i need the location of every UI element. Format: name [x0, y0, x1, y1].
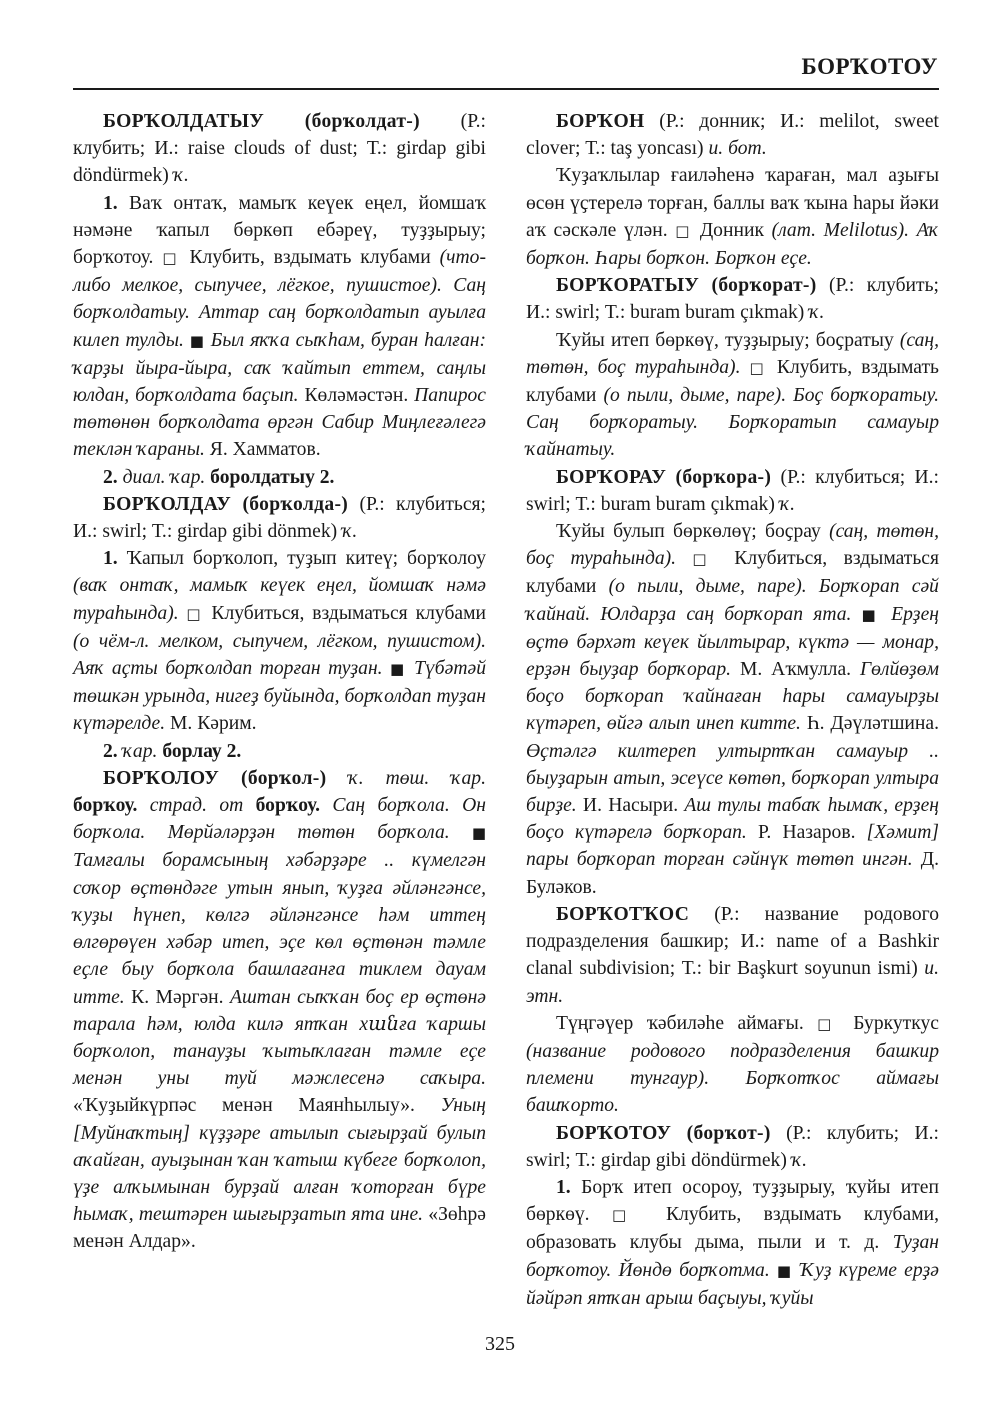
page-number: 325 [485, 1333, 515, 1355]
quote-author: Р. Назаров. [746, 822, 867, 844]
sense-1 [73, 545, 486, 737]
quote-author: Я. Хамматов. [204, 439, 321, 461]
examples: (лат. Melilotus). Аҡ борҡон. Һары борҡон. Борҡон еҫе. [526, 219, 939, 270]
definition-paragraph [526, 518, 939, 901]
filled-square-icon: ■ [851, 605, 892, 624]
open-square-icon: □ [740, 358, 777, 377]
entry-borqoldatyu [73, 108, 486, 190]
quote: Аштан сыҡҡан боҫ ер өҫтөнә тарала һәм, юлда килә ятҡан хանға ҡаршы борҡолоп, танауҙы ҡытыҡлаған тәмле еҫе менән уны туй мәжлесенә саҡыра. [73, 986, 486, 1090]
stem: (борҡолдат-) [304, 111, 420, 132]
quote-author: М. Аҡмулла. [731, 659, 860, 681]
translations: (Р.: клубить; И.: raise clouds of dust; Т.: girdap gibi döndürmek) [73, 111, 486, 187]
examples: (о пыли, дыме, паре). Боҫ борҡоратыу. Саң борҡоратыу. Борҡоратып самауыр ҡайнатыу. [526, 385, 939, 461]
quote-author: Һ. Дәүләтшина. [800, 713, 939, 735]
usage-note: (саң, төтөн, боҫ тураһында). [526, 329, 939, 378]
entry-borqoldau [73, 491, 486, 545]
right-column [526, 108, 939, 1312]
quote-author: К. Мәргән. [124, 986, 230, 1008]
examples: (что-либо мелкое, сыпучее, лёгкое, пушистое). Саң борҡолдатыу. Аттар саң борҡолдатып ауылға килеп тулды. [73, 247, 486, 351]
quote-author: «Ҡуҙыйкүрпәс менән Маянһылыу». [73, 1095, 441, 1117]
part-of-speech: ҡ. [173, 165, 189, 187]
quote-author: Д. Буләков. [526, 849, 939, 898]
examples: (о пыли, дыме, паре). Борҡорап сәй ҡайнай. Юлдарҙа саң борҡорап ята. [526, 576, 939, 625]
quote: Ерҙең өҫтө бәрхәт кеүек йылтырар, күктә — монар, ерҙән быуҙар борҡорар. [526, 603, 939, 681]
cross-reference: борҡоу. [73, 795, 138, 817]
definition: Ҡапыл борҡолоп, туҙып китеү; борҡолоу [117, 548, 486, 570]
open-square-icon: □ [178, 604, 212, 623]
definition-paragraph [526, 1010, 939, 1120]
filled-square-icon: ■ [382, 660, 415, 679]
entry-borqolou [73, 765, 486, 1256]
quote: Уның [Муйнаҡтың] күҙҙәре атылып сығырҙай булып аҡайған, ауыҙынан ҡан ҡатыш күбеге борҡолоп, үҙе алҡымынан бурҙай алған ҡоторған бүре һымаҡ, тештәрен шығырҙатып ята ине. [73, 1095, 486, 1226]
headword: БОРҠОТОУ [556, 1122, 672, 1144]
headword: БОРҠОН [556, 111, 645, 132]
left-column [73, 108, 486, 1256]
translations: (Р.: клубиться; И.: swirl; Т.: girdap gibi dönmek) [73, 493, 486, 543]
quote-author: М. Кәрим. [165, 713, 257, 735]
part-of-speech: и. этн. [526, 958, 939, 1007]
quote-author: И. Насыри. [576, 795, 685, 817]
definition: Ҡуйы итеп бөркөү, туҙҙырыу; боҫратыу [556, 329, 900, 351]
entry-borqoratyu [526, 272, 939, 326]
sense-number: 2. [103, 466, 118, 488]
quote-author: «Зөһрә менән Алдар». [73, 1204, 486, 1253]
russian-definition: Клубиться, вздыматься клубами [211, 602, 486, 624]
sense-number: 1. [103, 192, 118, 214]
filled-square-icon: ■ [183, 331, 211, 350]
russian-definition: Клубить, вздымать клубами, образовать клубы дыма, пыли и т. д. [526, 1204, 939, 1254]
quote: Тамғалы борамсының хәбәрҙәре .. күмелгән соҡор өҫтөндәге утын янып, ҡуҙға әйләнгәнсе, ҡуҙы һүнеп, көлгә әйләнгәнсе һәм иттең өлгөрөүен хәбәр итеп, эҫе көл өҫтөнән тәмле еҫле быу борҡола башлағанға тиклем дауам итте. [73, 850, 486, 1008]
examples: (название родового подразделения башкир племени тунгаур). Борҡотҡос аймағы башҡорто. [526, 1040, 939, 1117]
open-square-icon: □ [676, 550, 735, 569]
translations: (Р.: донник; И.: melilot, sweet clover; Т.: taş yoncası) [526, 111, 939, 160]
usage-label: ҡар. [117, 740, 158, 762]
sense-2 [73, 464, 486, 491]
translations: (Р.: клубить; И.: swirl; Т.: buram buram çıkmak) [526, 275, 939, 324]
headword: БОРҠОЛОУ [103, 767, 220, 789]
part-of-speech: и. бот. [708, 138, 767, 160]
part-of-speech: ҡ. [791, 1149, 808, 1171]
open-square-icon: □ [162, 249, 181, 268]
translations: (Р.: клубиться; И.: swirl; Т.: buram buram çıkmak) [526, 466, 939, 515]
open-square-icon: □ [675, 221, 693, 240]
headword: БОРҠОТҠОС [556, 903, 690, 925]
sense-number: 1. [556, 1176, 571, 1198]
part-of-speech: ҡ. төш. ҡар. [326, 767, 486, 789]
cross-reference: борлау 2. [157, 740, 242, 762]
filled-square-icon: ■ [449, 824, 486, 843]
quote: Түбәтәй төшкән урында, нигеҙ буйында, борҡолдап туҙан күтәрелде. [73, 658, 486, 735]
translations: (Р.: клубить; И.: swirl; Т.: girdap gibi döndürmek) [526, 1122, 939, 1171]
definition: Ҡуҙаҡлылар ғаиләһенә ҡараған, мал аҙығы өсөн үҫтерелә торған, баллы ваҡ ҡына һары йәки аҡ сәскәле үлән. [526, 165, 939, 241]
translations: (Р.: название родового подразделения башкир; И.: name of a Bashkir clanal subdivision; Т.: bir Başkurt soyunun ismi) [526, 903, 939, 980]
stem: (борҡол-) [241, 767, 327, 789]
quote: Аш тулы табаҡ һымаҡ, ерҙең боҫо күтәрелә борҡорап. [526, 795, 939, 844]
russian-label: страд. от [137, 795, 256, 817]
running-head: БОРҠОТОУ [801, 54, 938, 79]
sense-2 [73, 738, 486, 765]
open-square-icon: □ [611, 1206, 644, 1225]
russian-definition: Клубить, вздымать клубами [180, 247, 440, 269]
entry-borqon [526, 108, 939, 162]
part-of-speech: ҡ. [342, 521, 358, 543]
usage-label: диал. ҡар. [117, 466, 206, 488]
stem: (борҡорат-) [711, 275, 817, 297]
stem: (борҡолда-) [242, 493, 349, 515]
cross-reference: борҡоу. [255, 795, 321, 817]
entry-borqotou [526, 1120, 939, 1174]
quote: Гөлйөҙөм боҫо борҡорап ҡайнаған һары самауырҙы күтәреп, өйгә алып инеп китте. [526, 659, 939, 735]
part-of-speech: ҡ. [779, 493, 796, 515]
headword: БОРҠОРАУ [556, 466, 667, 488]
examples: Саң борҡола. Он борҡола. Мөрйәләрҙән төтөн борҡола. [73, 795, 486, 844]
russian-definition: Клубить, вздымать клубами [526, 356, 939, 407]
quote: Папирос төтөнөн борҡолдата өргән Сабир Миңлеғәлегә теклән ҡараны. [73, 385, 486, 461]
headword: БОРҠОРАТЫУ [556, 275, 700, 297]
filled-square-icon: ■ [769, 1261, 801, 1280]
part-of-speech: ҡ. [809, 302, 825, 324]
definition: Түңгәүер ҡәбиләһе аймағы. [556, 1012, 818, 1034]
sense-1 [526, 1174, 939, 1312]
quote: Ҡуҙ күреме ерҙә йәйрәп ятҡан арыш баҫыуы, ҡуйы [526, 1259, 940, 1309]
quote: Был яҡҡа сыҡһам, буран һалған: ҡарҙы йыра-йыра, саҡ ҡайтып еттем, саңлы юлдан, борҡолдата баҫып. [73, 329, 486, 407]
sense-number: 2. [103, 740, 118, 762]
quote: Өҫтәлгә килтереп ултыртҡан самауыр .. быуҙарын атып, эсеүсе көтөп, борҡорап ултыра бирҙе. [526, 740, 939, 817]
stem: (борҡора-) [675, 466, 772, 488]
usage-note: (саң, төтөн, боҫ тураһында). [526, 521, 939, 570]
sense-number: 1. [103, 548, 118, 570]
definition: Ваҡ онтаҡ, мамыҡ кеүек еңел, йомшаҡ нәмәне ҡапыл бөркөп ебәреү, туҙҙырыу; борҡотоу. [73, 192, 486, 269]
quote-author: Көләмәстән. [298, 385, 415, 407]
russian-definition: Донник [692, 219, 772, 241]
entry-borqorau [526, 464, 939, 518]
russian-definition: Клубиться, вздыматься клубами [526, 548, 940, 598]
headword: БОРҠОЛДАТЫУ [103, 111, 265, 132]
sense-1 [73, 190, 486, 464]
quote: [Хәмит] пары борҡорап торған сәйнүк төтөп ингән. [526, 822, 939, 871]
cross-reference: боролдатыу 2. [205, 466, 335, 488]
examples: (о чём-л. мелком, сыпучем, лёгком, пушистом). Аяҡ аҫты борҡолдап торған туҙан. [73, 630, 486, 680]
definition: Борҡ итеп осороу, туҙҙырыу, ҡуйы итеп бөркөү. [526, 1176, 939, 1226]
definition: Ҡуйы булып бөркөлөү; боҫрау [556, 521, 830, 543]
usage-note: (ваҡ онтаҡ, мамыҡ кеүек еңел, йомшаҡ нәмә тураһында). [73, 575, 486, 624]
entry-borqotqos [526, 901, 939, 1010]
definition-paragraph [526, 327, 939, 464]
open-square-icon: □ [817, 1014, 840, 1033]
header-rule [73, 88, 939, 90]
examples: Туҙан борҡотоу. Йөндө борҡотма. [526, 1232, 939, 1281]
stem: (борҡот-) [686, 1122, 771, 1144]
russian-definition: Буркуткус [839, 1012, 939, 1034]
headword: БОРҠОЛДАУ [103, 493, 232, 515]
definition-paragraph [526, 162, 939, 272]
